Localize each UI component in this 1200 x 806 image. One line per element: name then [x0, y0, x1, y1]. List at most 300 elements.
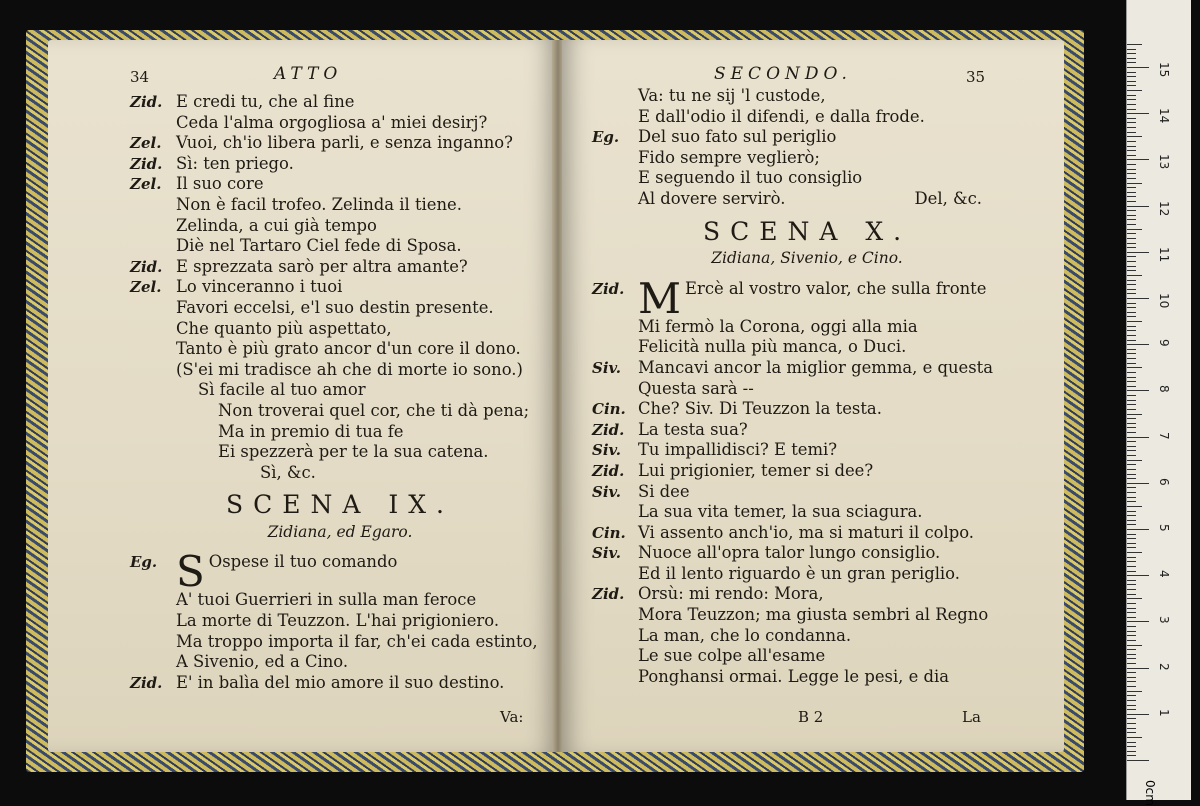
verse-text-wrap: [638, 379, 754, 400]
measuring-ruler: [1126, 0, 1191, 806]
verse-line: [592, 420, 1022, 441]
ruler-number: 5: [1157, 524, 1171, 532]
verse-text: La testa sua?: [638, 419, 748, 439]
ruler-tick: [1127, 363, 1136, 364]
ruler-tick: [1127, 746, 1136, 747]
ruler-tick: [1127, 298, 1149, 299]
speaker-label: [592, 564, 638, 585]
verse-line: [130, 113, 550, 134]
verse-text: Ma in premio di tua fe: [218, 421, 404, 441]
ruler-tick: [1127, 353, 1136, 354]
ruler-tick: [1127, 187, 1136, 188]
verse-text: E' in balìa del mio amore il suo destino.: [176, 672, 505, 692]
speaker-label: [130, 360, 176, 381]
speaker-label: [130, 442, 176, 463]
left-catchword: Va:: [500, 708, 524, 726]
verse-text-wrap: [638, 502, 923, 523]
verse-text-wrap: [638, 605, 988, 626]
ruler-number: 1: [1157, 708, 1171, 717]
verse-text-wrap: [638, 337, 906, 358]
ruler-tick: [1127, 303, 1136, 304]
ruler-tick: [1127, 307, 1136, 308]
ruler-tick: [1127, 566, 1136, 567]
ruler-tick: [1127, 450, 1136, 451]
left-page: [48, 40, 556, 752]
ruler-tick: [1127, 635, 1136, 636]
verse-text: Lo vinceranno i tuoi: [176, 277, 343, 297]
speaker-label: [130, 236, 176, 257]
ruler-tick: [1127, 183, 1142, 184]
verse-text: Ed il lento riguardo è un gran periglio.: [638, 563, 960, 583]
verse-line: [592, 273, 1022, 323]
ruler-tick: [1127, 547, 1136, 548]
verse-line: [130, 632, 550, 653]
ruler-tick: [1127, 146, 1136, 147]
speaker-label: [130, 401, 176, 422]
left-page-text: [130, 92, 550, 693]
speaker-label: Siv.: [592, 482, 621, 501]
ruler-tick: [1127, 705, 1136, 706]
speaker-label: [130, 463, 176, 484]
verse-text: Le sue colpe all'esame: [638, 646, 826, 666]
verse-line: [592, 148, 1022, 169]
verse-text: Sì, &c.: [260, 462, 316, 482]
ruler-tick: [1127, 81, 1136, 82]
verse-line: [592, 440, 1022, 461]
ruler-tick: [1127, 464, 1136, 465]
verse-text: Che quanto più aspettato,: [176, 318, 392, 338]
verse-line: [592, 168, 1022, 189]
ruler-tick: [1127, 155, 1136, 156]
ruler-tick: [1127, 668, 1149, 669]
ruler-tick: [1127, 293, 1136, 294]
signature-mark: B 2: [798, 708, 824, 726]
ruler-tick: [1127, 714, 1149, 715]
verse-text: Il suo core: [176, 174, 264, 194]
verse-line: [130, 380, 550, 401]
verse-line: [592, 646, 1022, 667]
verse-line: [130, 463, 550, 484]
ruler-tick: [1127, 511, 1136, 512]
ruler-number: 4: [1157, 570, 1171, 578]
verse-text: Vuoi, ch'io libera parli, e senza inganno?: [176, 133, 513, 153]
ruler-tick: [1127, 266, 1136, 267]
ruler-tick: [1127, 136, 1142, 137]
verse-line: [592, 667, 1022, 688]
verse-line: [592, 379, 1022, 400]
ruler-tick: [1127, 737, 1142, 738]
ruler-tick: [1127, 122, 1136, 123]
speaker-label: [130, 611, 176, 632]
ruler-number: 6: [1157, 477, 1171, 486]
speaker-label: Eg.: [592, 128, 620, 147]
ruler-tick: [1127, 173, 1136, 174]
scene-title: SCENA X.: [702, 216, 912, 246]
verse-text-wrap: [638, 482, 690, 503]
ruler-tick: [1127, 681, 1136, 682]
verse-text: Mancavi ancor la miglior gemma, e questa: [638, 357, 993, 377]
ruler-tick: [1127, 109, 1136, 110]
ruler-tick: [1127, 233, 1136, 234]
drop-cap: S: [176, 547, 205, 597]
verse-line: [130, 401, 550, 422]
verse-line: [592, 317, 1022, 338]
verse-line: [130, 92, 550, 113]
speaker-label: [130, 422, 176, 443]
verse-text-wrap: [176, 632, 538, 653]
ruler-tick: [1127, 321, 1142, 322]
speaker-label: [130, 380, 176, 401]
right-running-header: SECONDO.: [714, 64, 852, 84]
ruler-tick: [1127, 474, 1136, 475]
ruler-tick: [1127, 640, 1136, 641]
ruler-tick: [1127, 178, 1136, 179]
verse-text: La morte di Teuzzon. L'hai prigioniero.: [176, 611, 500, 631]
ruler-tick: [1127, 252, 1149, 253]
ruler-unit-label: 0cm: [1143, 780, 1157, 806]
ruler-tick: [1127, 58, 1136, 59]
ruler-tick: [1127, 367, 1142, 368]
verse-text: Felicità nulla più manca, o Duci.: [638, 337, 907, 357]
ruler-number: 13: [1157, 154, 1171, 170]
verse-text: Mora Teuzzon; ma giusta sembri al Regno: [638, 605, 989, 625]
ruler-tick: [1127, 316, 1136, 317]
ruler-tick: [1127, 275, 1142, 276]
ruler-tick: [1127, 150, 1136, 151]
ruler-tick: [1127, 215, 1136, 216]
ruler-tick: [1127, 584, 1136, 585]
verse-text: Si dee: [638, 481, 690, 501]
ruler-tick: [1127, 487, 1136, 488]
verse-text-wrap: [638, 273, 987, 323]
ruler-tick: [1127, 377, 1136, 378]
verse-text: Sì: ten priego.: [176, 153, 294, 173]
ruler-tick: [1127, 340, 1136, 341]
ruler-tick: [1127, 598, 1142, 599]
verse-line: [592, 399, 1022, 420]
ruler-tick: [1127, 561, 1136, 562]
verse-line: [592, 461, 1022, 482]
verse-text: E seguendo il tuo consiglio: [638, 168, 863, 188]
ruler-tick: [1127, 538, 1136, 539]
verse-text: Sì facile al tuo amor: [198, 380, 366, 400]
speaker-label: [592, 502, 638, 523]
ruler-tick: [1127, 400, 1136, 401]
ruler-tick: [1127, 210, 1136, 211]
verse-text: Al dovere servirò.: [638, 188, 786, 208]
verse-line: [130, 339, 550, 360]
verse-line: [130, 652, 550, 673]
ruler-number: 3: [1157, 616, 1171, 625]
ruler-tick: [1127, 113, 1149, 114]
ruler-tick: [1127, 437, 1149, 438]
ruler-tick: [1127, 686, 1136, 687]
verse-text: Questa sarà --: [638, 378, 754, 398]
ruler-tick: [1127, 386, 1136, 387]
ruler-tick: [1127, 608, 1136, 609]
ruler-tick: [1127, 414, 1142, 415]
speaker-label: Cin.: [592, 523, 626, 542]
verse-text-wrap: [638, 667, 949, 688]
ruler-tick: [1127, 284, 1136, 285]
speaker-label: [130, 195, 176, 216]
verse-text: (S'ei mi tradisce ah che di morte io sono.): [176, 359, 523, 379]
ruler-tick: [1127, 270, 1136, 271]
verse-text: Zelinda, a cui già tempo: [176, 215, 377, 235]
ruler-tick: [1127, 326, 1136, 327]
speaker-label: [592, 189, 638, 210]
ruler-tick: [1127, 85, 1136, 86]
ruler-number: 7: [1157, 431, 1171, 440]
right-page-number: 35: [966, 68, 986, 86]
ruler-tick: [1127, 446, 1136, 447]
ruler-tick: [1127, 654, 1136, 655]
ruler-tick: [1127, 580, 1136, 581]
ruler-tick: [1127, 418, 1136, 419]
speaker-label: Zid.: [592, 461, 625, 480]
speaker-label: Zel.: [130, 175, 162, 194]
verse-line: [130, 611, 550, 632]
ruler-tick: [1127, 372, 1136, 373]
ruler-tick: [1127, 99, 1136, 100]
ruler-tick: [1127, 49, 1136, 50]
speaker-label: Eg.: [130, 553, 158, 572]
verse-text-wrap: [638, 564, 960, 585]
verse-text-wrap: [638, 626, 851, 647]
verse-text-wrap: [638, 523, 974, 544]
scene-cast: Zidiana, ed Egaro.: [267, 522, 413, 541]
ruler-tick: [1127, 571, 1136, 572]
speaker-label: [130, 590, 176, 611]
verse-text: E dall'odio il difendi, e dalla frode.: [638, 106, 925, 126]
verse-text-wrap: [638, 420, 748, 441]
verse-line: [592, 626, 1022, 647]
ruler-tick: [1127, 501, 1136, 502]
ruler-tick: [1127, 349, 1136, 350]
ruler-tick: [1127, 455, 1136, 456]
ruler-tick: [1127, 289, 1136, 290]
ruler-tick: [1127, 423, 1136, 424]
ruler-tick: [1127, 330, 1136, 331]
ruler-tick: [1127, 649, 1136, 650]
ruler-tick: [1127, 104, 1136, 105]
speaker-label: Zid.: [130, 673, 163, 692]
verse-line: [592, 605, 1022, 626]
ruler-tick: [1127, 543, 1136, 544]
ruler-tick: [1127, 520, 1136, 521]
ruler-number: 15: [1157, 62, 1171, 78]
scene-title: SCENA IX.: [225, 490, 454, 520]
ruler-tick: [1127, 335, 1136, 336]
ruler-tick: [1127, 594, 1136, 595]
verse-line: [130, 174, 550, 195]
ruler-tick: [1127, 196, 1136, 197]
verse-text: Diè nel Tartaro Ciel fede di Sposa.: [176, 236, 462, 256]
speaker-label: [592, 646, 638, 667]
verse-text: Ospese il tuo comando: [208, 552, 398, 572]
ruler-tick: [1127, 95, 1136, 96]
verse-text: Non troverai quel cor, che ti dà pena;: [218, 400, 530, 420]
verse-line: [592, 564, 1022, 585]
drop-cap: M: [638, 273, 682, 323]
verse-line: [592, 189, 1022, 210]
speaker-label: [592, 317, 638, 338]
verse-line: [592, 337, 1022, 358]
speaker-label: Zid.: [130, 154, 163, 173]
verse-line: [592, 584, 1022, 605]
ruler-tick: [1127, 631, 1136, 632]
verse-text: Ma troppo importa il far, ch'ei cada estinto,: [176, 631, 538, 651]
ruler-tick: [1127, 256, 1136, 257]
verse-line: [592, 107, 1022, 128]
verse-line: [130, 547, 550, 597]
ruler-tick: [1127, 460, 1142, 461]
ruler-tick: [1127, 441, 1136, 442]
ruler-tick: [1127, 672, 1136, 673]
speaker-label: [130, 298, 176, 319]
ruler-tick: [1127, 219, 1136, 220]
ruler-tick: [1127, 469, 1136, 470]
verse-text: Tu impallidisci? E temi?: [638, 440, 838, 460]
ruler-tick: [1127, 723, 1136, 724]
ruler-tick: [1127, 381, 1136, 382]
ruler-tick: [1127, 164, 1136, 165]
ruler-tick: [1127, 44, 1142, 45]
scene-cast: Zidiana, Sivenio, e Cino.: [711, 249, 903, 268]
verse-text-wrap: [176, 547, 398, 597]
ruler-tick: [1127, 159, 1149, 160]
ruler-tick: [1127, 617, 1136, 618]
verse-text: Che? Siv. Di Teuzzon la testa.: [638, 399, 882, 419]
verse-text: La man, che lo condanna.: [638, 625, 852, 645]
ruler-tick: [1127, 626, 1136, 627]
verse-text: Favori eccelsi, e'l suo destin presente.: [176, 297, 494, 317]
verse-line: [130, 442, 550, 463]
verse-text: Ponghansi ormai. Legge le pesi, e dia: [638, 666, 950, 686]
ruler-tick: [1127, 524, 1136, 525]
verse-text-wrap: [638, 440, 837, 461]
right-page: [562, 40, 1064, 752]
speaker-label: [592, 107, 638, 128]
ruler-tick: [1127, 427, 1136, 428]
verse-text-wrap: [638, 543, 940, 564]
right-catchword: La: [962, 708, 981, 726]
verse-text: E credi tu, che al fine: [176, 92, 355, 111]
speaker-label: [592, 86, 638, 107]
verse-text-wrap: [176, 590, 476, 611]
ruler-number: 14: [1157, 108, 1171, 124]
verse-line: [130, 422, 550, 443]
speaker-label: [130, 113, 176, 134]
left-running-header: ATTO: [274, 64, 343, 84]
verse-text: Va: tu ne sij 'l custode,: [638, 86, 826, 105]
ruler-tick: [1127, 691, 1142, 692]
speaker-label: [130, 652, 176, 673]
left-page-number: 34: [130, 68, 150, 86]
verse-line: [130, 590, 550, 611]
speaker-label: Zid.: [130, 257, 163, 276]
ruler-tick: [1127, 132, 1136, 133]
right-page-text: [592, 86, 1022, 687]
speaker-label: Cin.: [592, 400, 626, 419]
speaker-label: [592, 168, 638, 189]
ruler-tick: [1127, 243, 1136, 244]
ruler-tick: [1127, 695, 1136, 696]
ruler-number: 12: [1157, 200, 1171, 216]
ruler-tick: [1127, 432, 1136, 433]
speaker-label: Zid.: [592, 420, 625, 439]
ruler-tick: [1127, 492, 1136, 493]
speaker-label: [592, 337, 638, 358]
ruler-tick: [1127, 62, 1136, 63]
ruler-tick: [1127, 552, 1142, 553]
ruler-tick: [1127, 621, 1149, 622]
ruler-tick: [1127, 709, 1136, 710]
ruler-tick: [1127, 224, 1136, 225]
ruler-number: 11: [1157, 246, 1171, 263]
speaker-label: Siv.: [592, 441, 621, 460]
ruler-tick: [1127, 280, 1136, 281]
ruler-number: 8: [1157, 385, 1171, 394]
speaker-label: Zid.: [130, 93, 163, 111]
ruler-tick: [1127, 118, 1136, 119]
verse-text-wrap: [638, 584, 824, 605]
verse-text: Fido sempre veglierò;: [638, 147, 820, 167]
verse-text: Orsù: mi rendo: Mora,: [638, 584, 824, 604]
ruler-tick: [1127, 201, 1136, 202]
verse-text: Lui prigionier, temer si dee?: [638, 460, 874, 480]
verse-text: Vi assento anch'io, ma si maturi il colpo.: [638, 522, 975, 542]
ruler-tick: [1127, 67, 1149, 68]
ruler-tick: [1127, 728, 1136, 729]
verse-line: [130, 236, 550, 257]
speaker-label: [592, 379, 638, 400]
speaker-label: [130, 216, 176, 237]
verse-line: [130, 277, 550, 298]
verse-text-wrap: [638, 461, 873, 482]
verse-text: Mi fermò la Corona, oggi alla mia: [638, 316, 918, 336]
ruler-number: 9: [1157, 339, 1171, 347]
verse-text: A Sivenio, ed a Cino.: [176, 652, 349, 672]
ruler-tick: [1127, 603, 1136, 604]
verse-line: [592, 482, 1022, 503]
ruler-tick: [1127, 742, 1136, 743]
speaker-label: Zid.: [592, 585, 625, 604]
verse-text-wrap: [638, 358, 993, 379]
ruler-tick: [1127, 529, 1149, 530]
speaker-label: Siv.: [592, 544, 621, 563]
ruler-tick: [1127, 497, 1136, 498]
verse-text: A' tuoi Guerrieri in sulla man feroce: [176, 590, 477, 610]
ruler-tick: [1127, 127, 1136, 128]
ruler-tick: [1127, 404, 1136, 405]
ruler-tick: [1127, 658, 1136, 659]
verse-text: Non è facil trofeo. Zelinda il tiene.: [176, 194, 462, 214]
speaker-label: Zel.: [130, 278, 162, 297]
ruler-number: 2: [1157, 662, 1171, 671]
verse-line: [592, 502, 1022, 523]
ruler-tick: [1127, 247, 1136, 248]
verse-line: [130, 195, 550, 216]
ruler-tick: [1127, 344, 1149, 345]
verse-text: Del suo fato sul periglio: [638, 127, 837, 147]
ruler-tick: [1127, 515, 1136, 516]
verse-line: [592, 86, 1022, 107]
ruler-tick: [1127, 90, 1142, 91]
speaker-label: Zel.: [130, 134, 162, 153]
verse-text: Ei spezzerà per te la sua catena.: [218, 442, 489, 462]
ruler-tick: [1127, 206, 1149, 207]
